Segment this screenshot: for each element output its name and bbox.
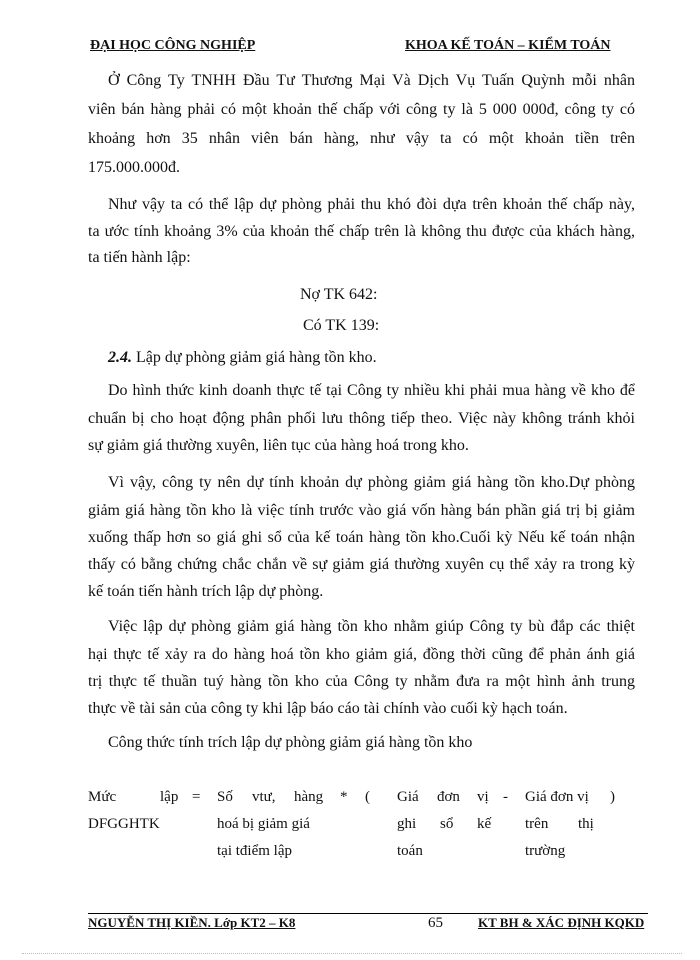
section-title: Lập dự phòng giảm giá hàng tồn kho. [132,349,377,366]
formula-c1-word-2: lập [160,789,179,805]
paragraph-2-line-1: Như vậy ta có thể lập dự phòng phải thu khó đòi dựa trên khoản thế chấp này, [108,196,635,213]
formula-multiply: * [340,789,348,805]
section-heading [108,349,377,367]
formula-c3-word-5: sổ [440,816,454,832]
formula-equals: = [192,789,201,805]
formula-c2-word-2: vtư, [252,789,276,805]
formula-c3-word-4: ghi [397,816,417,832]
paragraph-2-line-3: ta tiến hành lập: [88,249,191,266]
formula-minus: - [503,789,508,805]
footer-author: NGUYỄN THỊ KIỀN. Lớp KT2 – K8 [88,915,296,930]
paragraph-4-line-1: Vì vậy, công ty nên dự tính khoản dự phòng giảm giá hàng tồn kho.Dự phòng [108,474,635,491]
paragraph-3-line-3: sự giảm giá thường xuyên, liên tục của hàng hoá trong kho. [88,437,469,454]
debit-entry: Nợ TK 642: [300,286,378,303]
formula-c3-word-1: Giá [397,789,419,805]
formula-c1-word-3: DFGGHTK [88,816,160,832]
formula-c2-word-3: hàng [294,789,324,805]
paragraph-3-line-1: Do hình thức kinh doanh thực tế tại Công ty nhiều khi phải mua hàng về kho để [108,382,635,399]
paragraph-5-line-1: Việc lập dự phòng giảm giá hàng tồn kho nhằm giúp Công ty bù đắp các thiệt [108,618,635,635]
formula-c4-line-1: Giá đơn vị [525,789,589,805]
formula-c4-word-2: trên [525,816,549,832]
formula-close-paren: ) [610,789,615,805]
paragraph-4-line-3: xuống thấp hơn so giá ghi sổ của kế toán hàng tồn kho.Cuối kỳ Nếu kế toán nhận [88,529,635,546]
formula-c3-word-7: toán [397,843,423,859]
paragraph-1-line-3: khoảng hơn 35 nhân viên bán hàng, như vậy ta có một khoản tiền trên [88,130,635,147]
page-bottom-divider [22,953,682,954]
credit-entry: Có TK 139: [303,317,380,334]
paragraph-5-line-2: hại thực tế xảy ra do hàng hoá tồn kho giảm giá, đồng thời cũng để phản ánh giá [88,646,635,663]
formula-intro: Công thức tính trích lập dự phòng giảm giá hàng tồn kho [108,734,473,751]
header-university: ĐẠI HỌC CÔNG NGHIỆP [90,38,256,53]
formula-c4-word-4: trường [525,843,566,859]
paragraph-4-line-2: giảm giá hàng tồn kho là việc tính trước vào giá vốn hàng bán phần giá trị bị giảm [88,502,635,519]
formula-c3-word-3: vị [477,789,489,805]
paragraph-5-line-4: thực về tài sản của công ty khi lập báo cáo tài chính vào cuối kỳ hạch toán. [88,700,568,717]
formula-c4-word-3: thị [578,816,594,832]
paragraph-1-line-1: Ở Công Ty TNHH Đầu Tư Thương Mại Và Dịch Vụ Tuấn Quỳnh mỗi nhân [108,72,635,89]
paragraph-3-line-2: chuẩn bị cho hoạt động phân phối lưu thông tiếp theo. Việc này không tránh khỏi [88,410,635,427]
paragraph-2-line-2: ta ước tính khoảng 3% của khoản thế chấp trên là không thu được của khách hàng, [88,223,635,240]
section-number: 2.4. [108,349,132,366]
footer-rule [88,913,648,914]
formula-c3-word-6: kế [477,816,492,832]
footer-topic: KT BH & XÁC ĐỊNH KQKD [478,915,645,930]
paragraph-5-line-3: trị thực tế thuần tuý hàng tồn kho của Công ty nhằm đưa ra một hình ảnh trung [88,673,635,690]
formula-c3-word-2: đơn [437,789,460,805]
formula-c2-line-3: tại tđiểm lập [217,843,292,859]
header-faculty: KHOA KẾ TOÁN – KIỂM TOÁN [405,38,611,53]
paragraph-1-line-2: viên bán hàng phải có một khoản thế chấp với công ty là 5 000 000đ, công ty có [88,101,635,118]
paragraph-4-line-5: kế toán tiến hành trích lập dự phòng. [88,583,324,600]
formula-c1-word-1: Mức [88,789,117,805]
paragraph-1-line-4: 175.000.000đ. [88,159,180,176]
formula-c2-word-1: Số [217,789,233,805]
page-number: 65 [428,915,443,931]
paragraph-4-line-4: thấy có bằng chứng chắc chắn về sự giảm giá thường xuyên cụ thể xảy ra trong kỳ [88,556,635,573]
formula-c2-line-2: hoá bị giảm giá [217,816,310,832]
formula-open-paren: ( [365,789,370,805]
